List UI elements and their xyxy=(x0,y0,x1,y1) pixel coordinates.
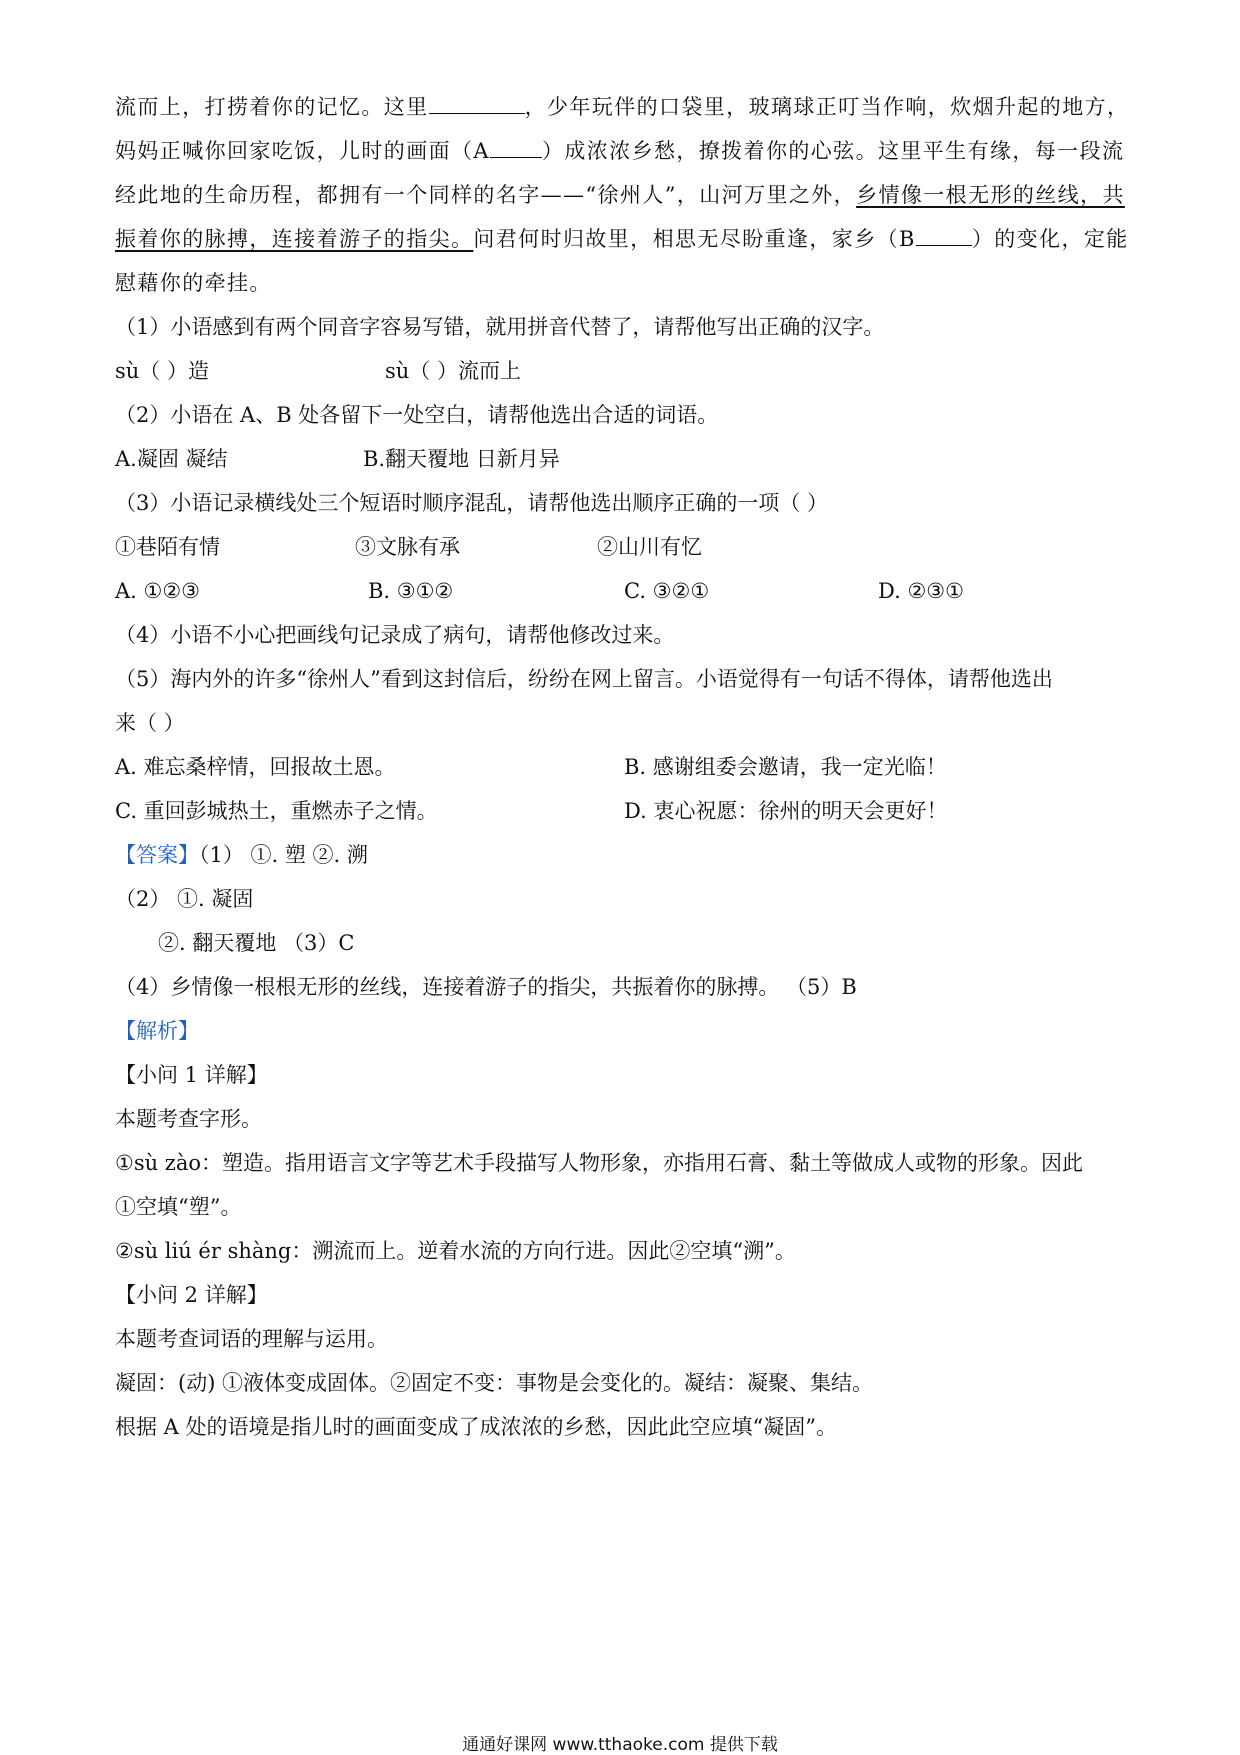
analysis-text-5: 本题考查词语的理解与运用。 xyxy=(115,1327,388,1351)
passage-line-1: 流而上，打捞着你的记忆。这里 ，少年玩伴的口袋里，玻璃球正叮当作响，炊烟升起的地方， xyxy=(115,95,1130,119)
analysis-heading-1: 【小问 1 详解】 xyxy=(115,1063,268,1087)
question-4: （4）小语不小心把画线句记录成了病句，请帮他修改过来。 xyxy=(115,623,675,647)
answer-label: 【答案】 xyxy=(115,843,199,867)
answer-line-3: ②. 翻天覆地 （3）C xyxy=(158,931,355,955)
q5-option-a[interactable]: A. 难忘桑梓情，回报故土恩。 xyxy=(115,755,396,779)
q3-option-a[interactable]: A. ①②③ xyxy=(115,579,200,603)
underlined-sentence-part-2: 振着你的脉搏，连接着游子的指尖。 xyxy=(115,227,474,251)
passage-line-2: 妈妈正喊你回家吃饭，儿时的画面（A ）成浓浓乡愁，撩拨着你的心弦。这里平生有缘，每一段流 xyxy=(115,139,1125,163)
answer-line-4: （4）乡情像一根根无形的丝线，连接着游子的指尖，共振着你的脉搏。 （5）B xyxy=(115,975,857,999)
analysis-text-2: ①sù zào：塑造。指用语言文字等艺术手段描写人物形象，亦指用石膏、黏土等做成人或物的形象。因此 xyxy=(115,1151,1084,1175)
analysis-text-4: ②sù liú ér shàng：溯流而上。逆着水流的方向行进。因此②空填“溯”。 xyxy=(115,1239,796,1263)
analysis-text-7: 根据 A 处的语境是指儿时的画面变成了成浓浓的乡愁，因此此空应填“凝固”。 xyxy=(115,1415,837,1439)
passage-line-5: 慰藉你的牵挂。 xyxy=(115,271,272,295)
analysis-heading-2: 【小问 2 详解】 xyxy=(115,1283,268,1307)
question-5-line-1: （5）海内外的许多“徐州人”看到这封信后，纷纷在网上留言。小语觉得有一句话不得体，请帮他选出 xyxy=(115,667,1053,691)
q5-option-d[interactable]: D. 衷心祝愿：徐州的明天会更好！ xyxy=(624,799,948,823)
q3-phrase-2: ③文脉有承 xyxy=(355,535,460,559)
answer-line-1: 【答案】（1） ①. 塑 ②. 溯 xyxy=(115,843,368,867)
question-1: （1）小语感到有两个同音字容易写错，就用拼音代替了，请帮他写出正确的汉字。 xyxy=(115,315,885,339)
passage-line-3: 经此地的生命历程，都拥有一个同样的名字——“徐州人”，山河万里之外，乡情像一根无形的丝线，共 xyxy=(115,183,1125,207)
q5-option-c[interactable]: C. 重回彭城热土，重燃赤子之情。 xyxy=(115,799,438,823)
q3-phrase-3: ②山川有忆 xyxy=(597,535,702,559)
q3-option-b[interactable]: B. ③①② xyxy=(368,579,454,603)
underlined-sentence-part-1: 乡情像一根无形的丝线，共 xyxy=(856,183,1125,207)
q3-option-c[interactable]: C. ③②① xyxy=(624,579,710,603)
analysis-label: 【解析】 xyxy=(115,1019,199,1043)
analysis-text-6: 凝固：(动) ①液体变成固体。②固定不变：事物是会变化的。凝结：凝聚、集结。 xyxy=(115,1371,874,1395)
q1-blank-a: sù（ ）造 xyxy=(115,359,209,383)
question-2: （2）小语在 A、B 处各留下一处空白，请帮他选出合适的词语。 xyxy=(115,403,719,427)
q2-option-b: B.翻天覆地 日新月异 xyxy=(363,447,560,471)
q2-option-a: A.凝固 凝结 xyxy=(115,447,228,471)
blank-phrases[interactable] xyxy=(429,93,525,114)
answer-line-2: （2） ①. 凝固 xyxy=(115,887,254,911)
question-3: （3）小语记录横线处三个短语时顺序混乱，请帮他选出顺序正确的一项（ ） xyxy=(115,491,829,515)
q5-option-b[interactable]: B. 感谢组委会邀请，我一定光临！ xyxy=(624,755,947,779)
page-footer[interactable]: 通通好课网 www.tthaoke.com 提供下载 xyxy=(462,1735,778,1755)
question-5-line-2: 来（ ） xyxy=(115,711,185,735)
blank-b[interactable] xyxy=(916,225,972,246)
q3-option-d[interactable]: D. ②③① xyxy=(878,579,964,603)
passage-line-4: 振着你的脉搏，连接着游子的指尖。问君何时归故里，相思无尽盼重逢，家乡（B ）的变化，定能 xyxy=(115,227,1129,251)
analysis-text-3: ①空填“塑”。 xyxy=(115,1195,242,1219)
blank-a[interactable] xyxy=(490,137,542,158)
analysis-text-1: 本题考查字形。 xyxy=(115,1107,262,1131)
q3-phrase-1: ①巷陌有情 xyxy=(115,535,220,559)
q1-blank-b: sù（ ）流而上 xyxy=(385,359,521,383)
